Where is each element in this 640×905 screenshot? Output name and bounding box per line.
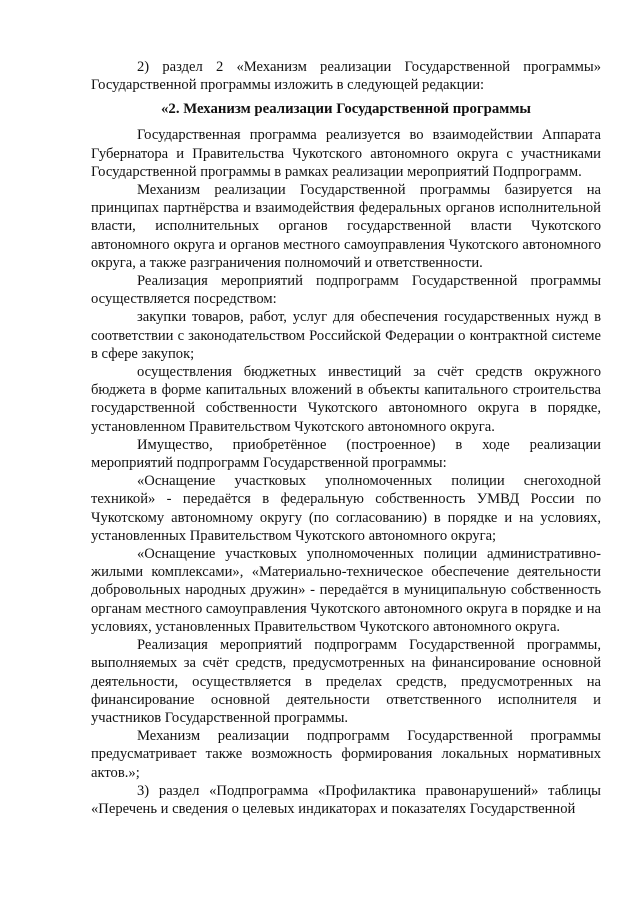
paragraph-8: «Оснащение участковых уполномоченных полиции административно-жилыми комплексами», «Материально-техническое обеспечение деятельности добровольных народных дружин» - передаётся в муниципальную собственность органам местного самоуправления Чукотского автономного округа в порядке и на условиях, установленных Правительством Чукотского автономного округа. — [91, 546, 601, 635]
paragraph-10: Механизм реализации подпрограмм Государственной программы предусматривает также возможность формирования локальных нормативных актов.»; — [91, 728, 601, 781]
paragraph-7: «Оснащение участковых уполномоченных полиции снегоходной техникой» - передаётся в федеральную собственность УМВД России по Чукотскому автономному округу (по согласованию) в порядке и на условиях, установленных Правительством Чукотского автономного округа; — [91, 473, 601, 544]
intro-paragraph: 2) раздел 2 «Механизм реализации Государственной программы» Государственной программы изложить в следующей редакции: — [91, 59, 601, 94]
paragraph-1: Государственная программа реализуется во взаимодействии Аппарата Губернатора и Правительства Чукотского автономного округа с участниками Государственной программы в рамках реализации мероприятий Подпрограмм. — [91, 127, 601, 180]
paragraph-2: Механизм реализации Государственной программы базируется на принципах партнёрства и взаимодействия федеральных органов исполнительной власти, исполнительных органов государственной власти Чукотского автономного округа и органов местного самоуправления Чукотского автономного округа, а также разграничения полномочий и ответственности. — [91, 182, 601, 271]
paragraph-3: Реализация мероприятий подпрограмм Государственной программы осуществляется посредством: — [91, 273, 601, 308]
paragraph-11: 3) раздел «Подпрограмма «Профилактика правонарушений» таблицы «Перечень и сведения о целевых индикаторах и показателях Государственной — [91, 782, 601, 817]
paragraph-5: осуществления бюджетных инвестиций за счёт средств окружного бюджета в форме капитальных вложений в объекты капитального строительства государственной собственности Чукотского автономного округа в порядке, установленном Правительством Чукотского автономного округа. — [91, 364, 601, 435]
paragraph-9: Реализация мероприятий подпрограмм Государственной программы, выполняемых за счёт средств, предусмотренных на финансирование основной деятельности, осуществляется в пределах средств, предусмотренных на финансирование основной деятельности ответственного исполнителя и участников Государственной программы. — [91, 637, 601, 726]
paragraph-4: закупки товаров, работ, услуг для обеспечения государственных нужд в соответствии с законодательством Российской Федерации о контрактной системе в сфере закупок; — [91, 309, 601, 362]
paragraph-6: Имущество, приобретённое (построенное) в ходе реализации мероприятий подпрограмм Государственной программы: — [91, 436, 601, 472]
section-heading: «2. Механизм реализации Государственной программы — [161, 101, 531, 118]
document-page — [91, 58, 601, 818]
